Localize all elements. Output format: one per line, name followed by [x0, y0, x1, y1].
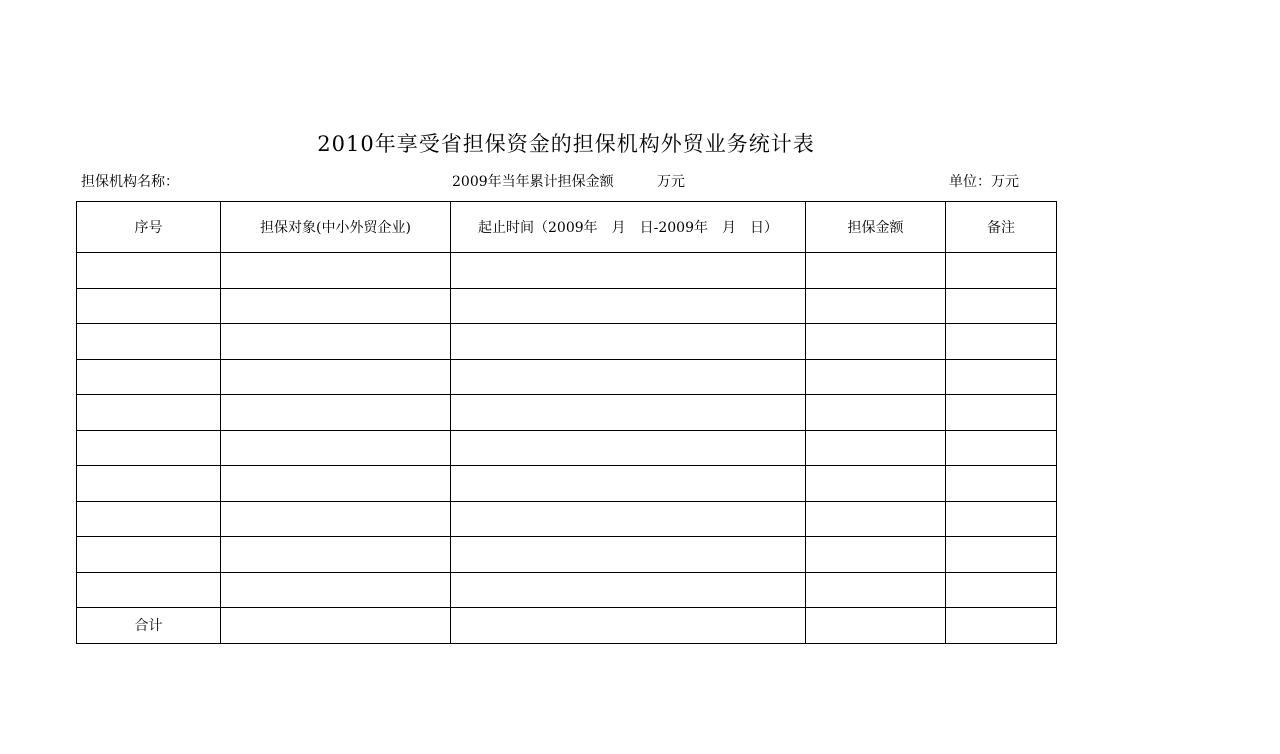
table-row: [77, 572, 1057, 608]
table-cell[interactable]: [946, 288, 1057, 324]
table-header-row: [77, 202, 1057, 253]
table-cell[interactable]: [806, 359, 946, 395]
table-cell[interactable]: [77, 359, 221, 395]
table-cell[interactable]: [77, 253, 221, 289]
table-cell[interactable]: [221, 288, 451, 324]
table-cell[interactable]: [946, 253, 1057, 289]
table-cell[interactable]: [451, 608, 806, 644]
table-cell[interactable]: [77, 537, 221, 573]
table-cell[interactable]: [221, 572, 451, 608]
statistics-table: [76, 201, 1057, 644]
table-row: [77, 395, 1057, 431]
table-cell[interactable]: [221, 466, 451, 502]
table-cell[interactable]: [77, 288, 221, 324]
table-cell[interactable]: [77, 430, 221, 466]
table-cell[interactable]: [451, 395, 806, 431]
table-cell[interactable]: [77, 501, 221, 537]
header-guarantee-object: 担保对象(中小外贸企业): [221, 202, 451, 253]
table-cell[interactable]: [451, 572, 806, 608]
table-cell[interactable]: [77, 324, 221, 360]
table-cell[interactable]: [806, 608, 946, 644]
table-cell[interactable]: [806, 537, 946, 573]
table-row: [77, 253, 1057, 289]
table-cell[interactable]: [221, 537, 451, 573]
table-cell[interactable]: [221, 359, 451, 395]
header-index: 序号: [77, 202, 221, 253]
cumulative-amount-unit: 万元: [657, 174, 685, 190]
table-cell[interactable]: [806, 288, 946, 324]
table-cell[interactable]: [946, 537, 1057, 573]
table-cell[interactable]: [946, 324, 1057, 360]
table-cell[interactable]: [451, 466, 806, 502]
table-cell[interactable]: [221, 395, 451, 431]
table-row: [77, 537, 1057, 573]
table-cell[interactable]: [221, 608, 451, 644]
table-cell[interactable]: [451, 359, 806, 395]
table-row: [77, 466, 1057, 502]
table-cell[interactable]: [806, 466, 946, 502]
table-cell[interactable]: [806, 395, 946, 431]
table-cell[interactable]: [946, 501, 1057, 537]
header-remarks: 备注: [946, 202, 1057, 253]
table-cell[interactable]: [451, 501, 806, 537]
header-period: 起止时间（2009年 月 日-2009年 月 日）: [451, 202, 806, 253]
table-row: [77, 288, 1057, 324]
table-cell[interactable]: [451, 288, 806, 324]
table-cell[interactable]: [946, 466, 1057, 502]
table-cell[interactable]: [221, 253, 451, 289]
institution-name-label: 担保机构名称：: [81, 174, 179, 190]
total-row: [77, 608, 1057, 644]
header-amount: 担保金额: [806, 202, 946, 253]
table-row: [77, 501, 1057, 537]
cumulative-amount-label: 2009年当年累计担保金额: [452, 174, 614, 190]
table-row: [77, 359, 1057, 395]
page-title: 2010年享受省担保资金的担保机构外贸业务统计表: [317, 132, 815, 156]
table-cell[interactable]: [221, 430, 451, 466]
table-cell[interactable]: [77, 466, 221, 502]
table-cell[interactable]: [451, 253, 806, 289]
table-cell[interactable]: [451, 537, 806, 573]
table-cell[interactable]: [221, 324, 451, 360]
table-row: [77, 324, 1057, 360]
table-cell[interactable]: [451, 324, 806, 360]
table-cell[interactable]: [806, 572, 946, 608]
table-cell[interactable]: [946, 572, 1057, 608]
table-cell[interactable]: [806, 501, 946, 537]
table-cell[interactable]: [806, 430, 946, 466]
table-cell[interactable]: [451, 430, 806, 466]
table-cell[interactable]: [946, 608, 1057, 644]
table-cell[interactable]: [806, 324, 946, 360]
table-cell[interactable]: [77, 395, 221, 431]
table-cell[interactable]: [806, 253, 946, 289]
total-label: 合计: [77, 608, 221, 644]
table-cell[interactable]: [221, 501, 451, 537]
table-cell[interactable]: [946, 395, 1057, 431]
table-row: [77, 430, 1057, 466]
unit-label: 单位：万元: [949, 174, 1019, 190]
table-cell[interactable]: [946, 359, 1057, 395]
table-cell[interactable]: [946, 430, 1057, 466]
table-cell[interactable]: [77, 572, 221, 608]
